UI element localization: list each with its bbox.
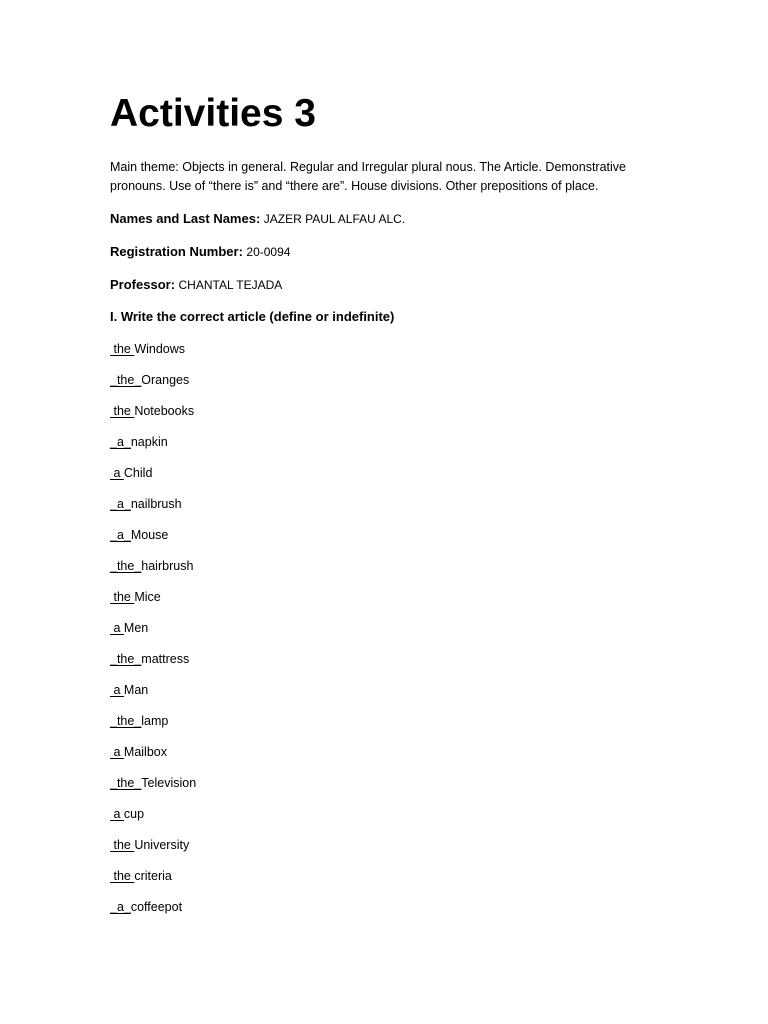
answer-blank: _the_ (110, 559, 142, 573)
names-value: JAZER PAUL ALFAU ALC. (263, 212, 406, 226)
answer-blank: a (110, 466, 124, 480)
answer-blank: _the_ (110, 776, 142, 790)
answer-blank: _a_ (110, 528, 131, 542)
list-item (110, 867, 172, 885)
list-item (110, 526, 168, 544)
answer-blank: the (110, 342, 135, 356)
answer-blank: _a_ (110, 900, 131, 914)
noun-text: hairbrush (141, 559, 194, 573)
list-item (110, 433, 168, 451)
list-item (110, 464, 152, 482)
registration-label: Registration Number: (110, 244, 243, 259)
answer-blank: the (110, 869, 135, 883)
list-item (110, 805, 144, 823)
list-item (110, 650, 189, 668)
noun-text: mattress (141, 652, 190, 666)
noun-text: Child (123, 466, 153, 480)
names-label: Names and Last Names: (110, 211, 261, 226)
noun-text: criteria (134, 869, 172, 883)
answer-blank: the (110, 404, 135, 418)
answer-blank: the (110, 590, 135, 604)
professor-line (110, 276, 282, 294)
list-item (110, 340, 185, 358)
noun-text: Windows (134, 342, 186, 356)
professor-value: CHANTAL TEJADA (178, 278, 283, 292)
noun-text: lamp (141, 714, 169, 728)
noun-text: Oranges (141, 373, 190, 387)
list-item (110, 371, 189, 389)
noun-text: Mouse (130, 528, 169, 542)
noun-text: Men (123, 621, 149, 635)
list-item (110, 774, 196, 792)
noun-text: nailbrush (130, 497, 182, 511)
registration-line (110, 243, 290, 261)
noun-text: cup (123, 807, 145, 821)
answer-blank: a (110, 621, 124, 635)
list-item (110, 557, 193, 575)
list-item (110, 402, 194, 420)
answer-blank: a (110, 745, 124, 759)
registration-value: 20-0094 (246, 245, 291, 259)
answer-blank: the (110, 838, 135, 852)
answer-blank: _the_ (110, 652, 142, 666)
list-item (110, 495, 182, 513)
exercise-heading: I. Write the correct article (define or indefinite) (110, 309, 395, 324)
noun-text: Television (141, 776, 197, 790)
list-item (110, 836, 189, 854)
noun-text: coffeepot (130, 900, 183, 914)
noun-text: Man (123, 683, 149, 697)
list-item (110, 588, 161, 606)
professor-label: Professor: (110, 277, 176, 292)
answer-blank: _a_ (110, 497, 131, 511)
answer-blank: _a_ (110, 435, 131, 449)
list-item (110, 898, 182, 916)
noun-text: Mice (134, 590, 161, 604)
list-item (110, 681, 148, 699)
names-line (110, 210, 405, 228)
list-item (110, 619, 148, 637)
list-item (110, 712, 168, 730)
answer-blank: _the_ (110, 373, 142, 387)
answer-blank: _the_ (110, 714, 142, 728)
main-theme-text: Main theme: Objects in general. Regular and Irregular plural nous. The Article. Demonstrative pronouns. Use of “there is” and “there are”. House divisions. Other prepositions of place. (110, 160, 626, 193)
noun-text: University (134, 838, 190, 852)
page-title: Activities 3 (110, 92, 316, 135)
noun-text: napkin (130, 435, 168, 449)
noun-text: Mailbox (123, 745, 167, 759)
answer-blank: a (110, 683, 124, 697)
answer-blank: a (110, 807, 124, 821)
noun-text: Notebooks (134, 404, 195, 418)
list-item (110, 743, 167, 761)
